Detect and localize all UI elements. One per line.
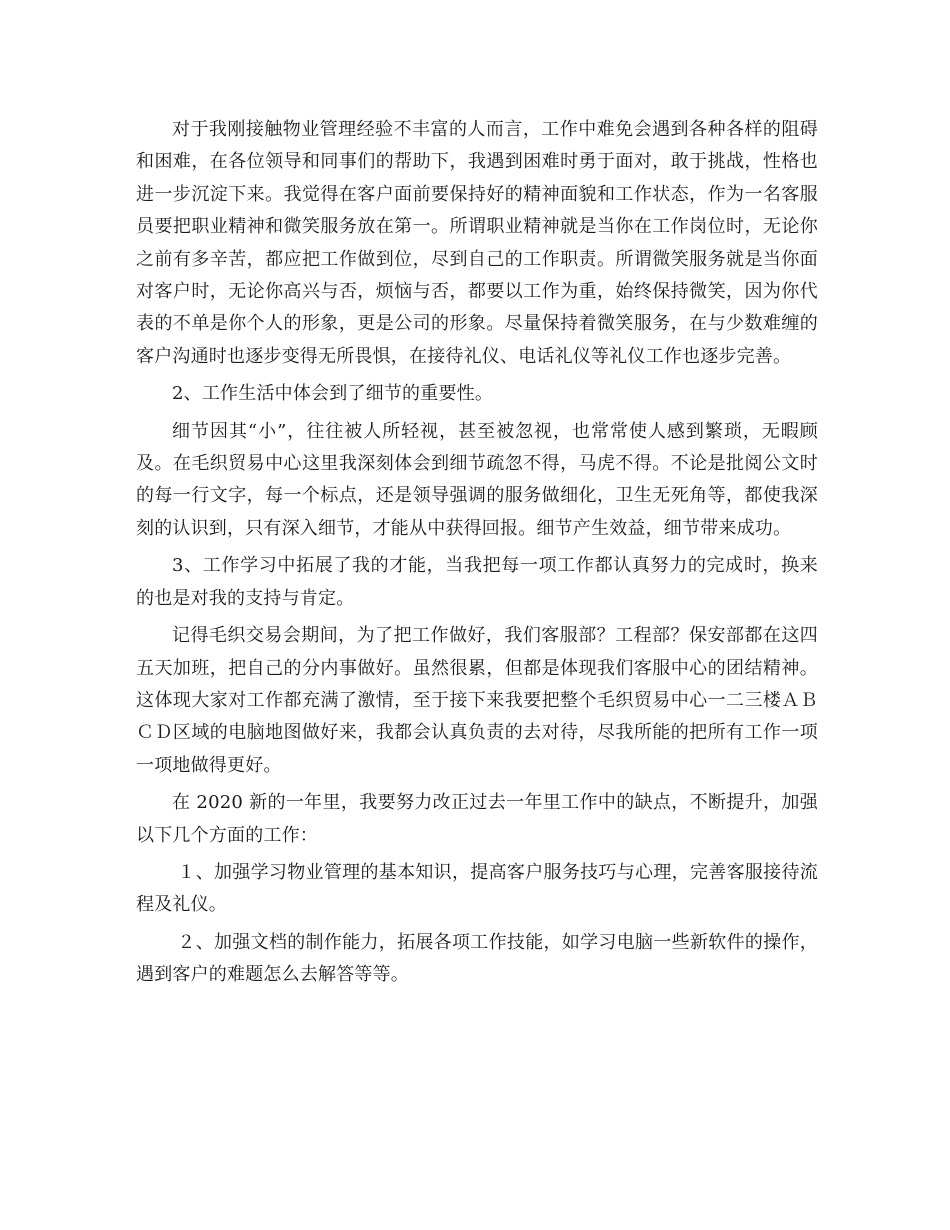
paragraph-plan: 在 2020 新的一年里，我要努力改正过去一年里工作中的缺点，不断提升，加强以下几个方面的工作： bbox=[136, 792, 818, 846]
document-body bbox=[136, 114, 818, 992]
list-item-plan-1: １、加强学习物业管理的基本知识，提高客户服务技巧与心理，完善客服接待流程及礼仪。 bbox=[136, 861, 818, 916]
paragraph-intro: 对于我刚接触物业管理经验不丰富的人而言，工作中难免会遇到各种各样的阻碍和困难，在各位领导和同事们的帮助下，我遇到困难时勇于面对，敢于挑战，性格也进一步沉淀下来。我觉得在客户面前要保持好的精神面貌和工作状态，作为一名客服员要把职业精神和微笑服务放在第一。所谓职业精神就是当你在工作岗位时，无论你之前有多辛苦，都应把工作做到位，尽到自己的工作职责。所谓微笑服务就是当你面对客户时，无论你高兴与否，烦恼与否，都要以工作为重，始终保持微笑，因为你代表的不单是你个人的形象，更是公司的形象。尽量保持着微笑服务，在与少数难缠的客户沟通时也逐步变得无所畏惧，在接待礼仪、电话礼仪等礼仪工作也逐步完善。 bbox=[136, 119, 818, 367]
paragraph-point-3: 3、工作学习中拓展了我的才能，当我把每一项工作都认真努力的完成时，换来的也是对我的支持与肯定。 bbox=[136, 555, 818, 609]
paragraph-details: 细节因其“小”，往往被人所轻视，甚至被忽视，也常常使人感到繁琐，无暇顾及。在毛织贸易中心这里我深刻体会到细节疏忽不得，马虎不得。不论是批阅公文时的每一行文字，每一个标点，还是领导强调的服务做细化，卫生无死角等，都使我深刻的认识到，只有深入细节，才能从中获得回报。细节产生效益，细节带来成功。 bbox=[136, 420, 818, 539]
paragraph-fair: 记得毛织交易会期间，为了把工作做好，我们客服部？工程部？保安部都在这四五天加班，把自己的分内事做好。虽然很累，但都是体现我们客服中心的团结精神。这体现大家对工作都充满了激情，至于接下来我要把整个毛织贸易中心一二三楼ＡＢＣＤ区域的电脑地图做好来，我都会认真负责的去对待，尽我所能的把所有工作一项一项地做得更好。 bbox=[136, 625, 818, 776]
paragraph-point-2: 2、工作生活中体会到了细节的重要性。 bbox=[172, 383, 494, 405]
list-item-plan-2: ２、加强文档的制作能力，拓展各项工作技能，如学习电脑一些新软件的操作，遇到客户的难题怎么去解答等等。 bbox=[136, 931, 818, 986]
